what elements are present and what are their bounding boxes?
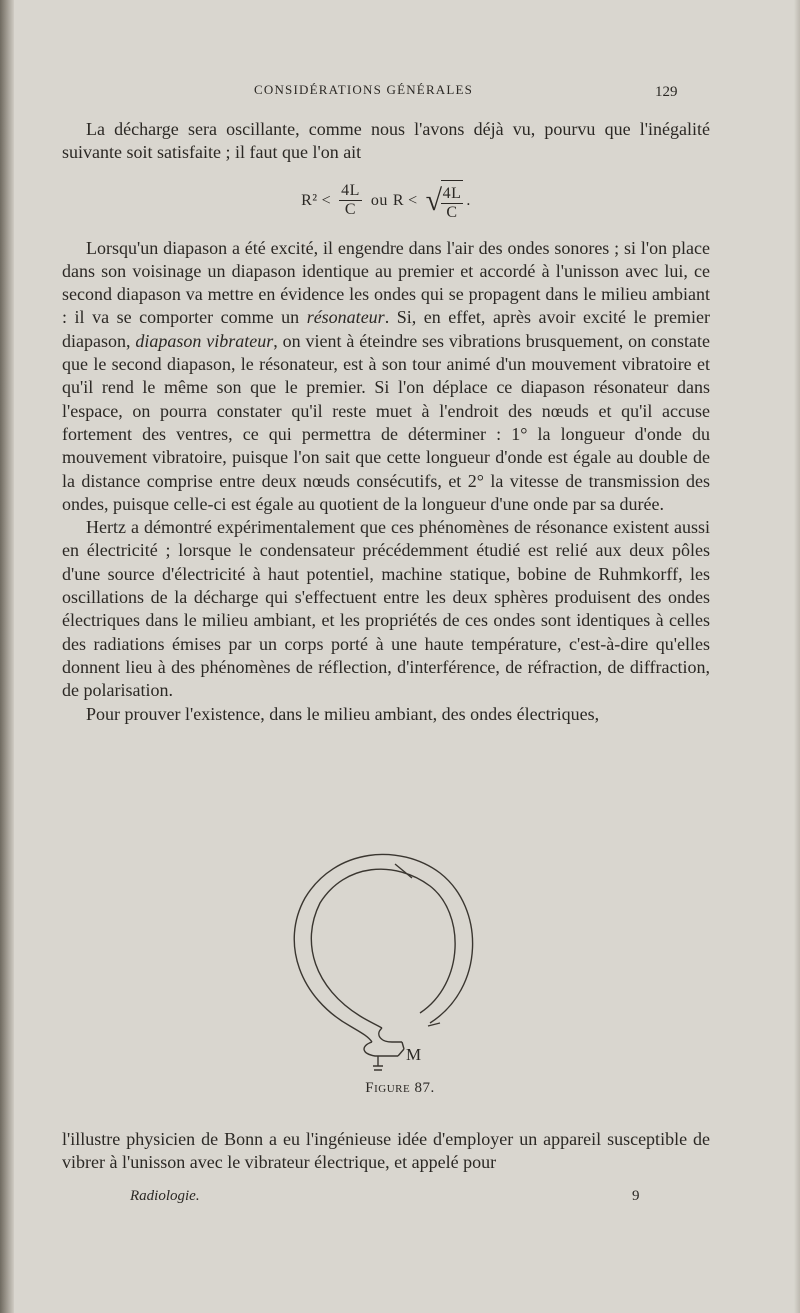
paragraph-2-part1: Lorsqu'un diapason a été excité, il engendre dans l'air des ondes sonores ; si l'on place dans son voisinage un diapason identique au premier et accordé à l'unisson avec lui, ce second diapason va mettre en évidence les ondes qui se propagent dans le milieu ambiant : il va se comporter comme un xyxy=(62,237,710,328)
ring-tick-lower xyxy=(428,1023,440,1026)
paragraph-5: l'illustre physicien de Bonn a eu l'ingénieuse idée d'employer un appareil susceptible de vibrer à l'unisson avec le vibrateur électrique, et appelé pour xyxy=(62,1129,710,1173)
radical-sign: √ xyxy=(425,183,443,217)
ring-lead-left xyxy=(364,1042,398,1056)
formula-lhs2: R xyxy=(392,191,405,209)
fraction-denominator: C xyxy=(344,201,357,219)
page-right-edge xyxy=(794,0,800,1313)
page-binding-edge xyxy=(0,0,14,1313)
fraction-numerator: 4L xyxy=(341,182,360,200)
paragraph-3: Hertz a démontré expérimentalement que ces phénomènes de résonance existent aussi en électricité ; lorsque le condensateur précédemment étudié est relié aux deux pôles d'une source d'électricité à haut potentiel, machine statique, bobine de Ruhmkorff, les oscillations de la décharge qui s'effectuent entre les deux sphères produisent des ondes électriques dans le milieu ambiant, et les propriétés de ces ondes sont identiques à celles des radiations émises par un corps porté à une haute température, c'est-à-dire qu'elles donnent lieu à des phénomènes de réflection, d'interférence, de réfraction, de diffraction, de polarisation. xyxy=(62,517,710,701)
root-numerator: 4L xyxy=(442,184,462,202)
page-header xyxy=(0,80,800,104)
paragraph-4: Pour prouver l'existence, dans le milieu ambiant, des ondes électriques, xyxy=(86,703,600,724)
oscillation-inequality xyxy=(62,165,710,237)
formula-lt2: < xyxy=(408,191,418,209)
term-diapason-vibrateur: diapason vibrateur xyxy=(135,330,274,351)
outer-ring xyxy=(294,854,472,1042)
square-root xyxy=(426,180,464,222)
paragraph-1: La décharge sera oscillante, comme nous l'avons déjà vu, pourvu que l'inégalité suivante soit satisfaite ; il faut que l'on ait xyxy=(62,119,710,163)
radicand xyxy=(441,180,464,222)
figure-resonator-ring xyxy=(280,848,490,1088)
root-denominator: C xyxy=(446,203,458,221)
figure-caption xyxy=(0,1080,800,1097)
spark-gap xyxy=(398,1042,404,1056)
label-m: M xyxy=(406,1045,422,1064)
continuation-text xyxy=(62,1128,710,1175)
resonator-drawing xyxy=(280,848,490,1088)
page-footer xyxy=(0,1188,800,1212)
stand xyxy=(373,1056,383,1070)
formula-lt1: < xyxy=(321,191,332,209)
formula-ou: ou xyxy=(370,191,388,209)
formula-period: . xyxy=(466,191,471,209)
inner-ring xyxy=(311,869,455,1028)
paragraph-2 xyxy=(62,237,710,517)
running-head: CONSIDÉRATIONS GÉNÉRALES xyxy=(254,82,474,97)
formula-lhs1: R² xyxy=(301,191,318,209)
paragraph-2-part3: , on vient à éteindre ses vibrations brusquement, on constate que le second diapason, le résonateur, est à son tour animé d'un mouvement vibratoire et qu'il rend le même son que le premier. Si l'on déplace ce diapason résonateur dans l'espace, on pourra constater qu'il reste muet à l'endroit des nœuds et qu'il accuse fortement des ventres, ce qui permettra de déterminer : 1° la longueur d'onde du mouvement vibratoire, puisque l'on sait que cette longueur d'onde est égale au double de la distance comprise entre deux nœuds consécutifs, et 2° la vitesse de transmission des ondes, puisque celle-ci est égale au quotient de la longueur d'une onde par sa durée. xyxy=(62,330,710,514)
figure-caption-number: 87. xyxy=(414,1080,435,1096)
page-number: 129 xyxy=(655,84,678,100)
term-resonateur: résonateur xyxy=(306,307,385,328)
paragraph-2-part2: . Si, en effet, après avoir excité le premier diapason, xyxy=(62,307,710,351)
figure-caption-label: Figure xyxy=(365,1080,411,1096)
fraction-4l-over-c xyxy=(339,182,362,219)
signature-mark: Radiologie. xyxy=(130,1188,200,1204)
ring-lead-right xyxy=(379,1028,402,1042)
sheet-number: 9 xyxy=(632,1188,640,1204)
main-text xyxy=(62,118,710,726)
fraction-under-root xyxy=(441,185,464,222)
